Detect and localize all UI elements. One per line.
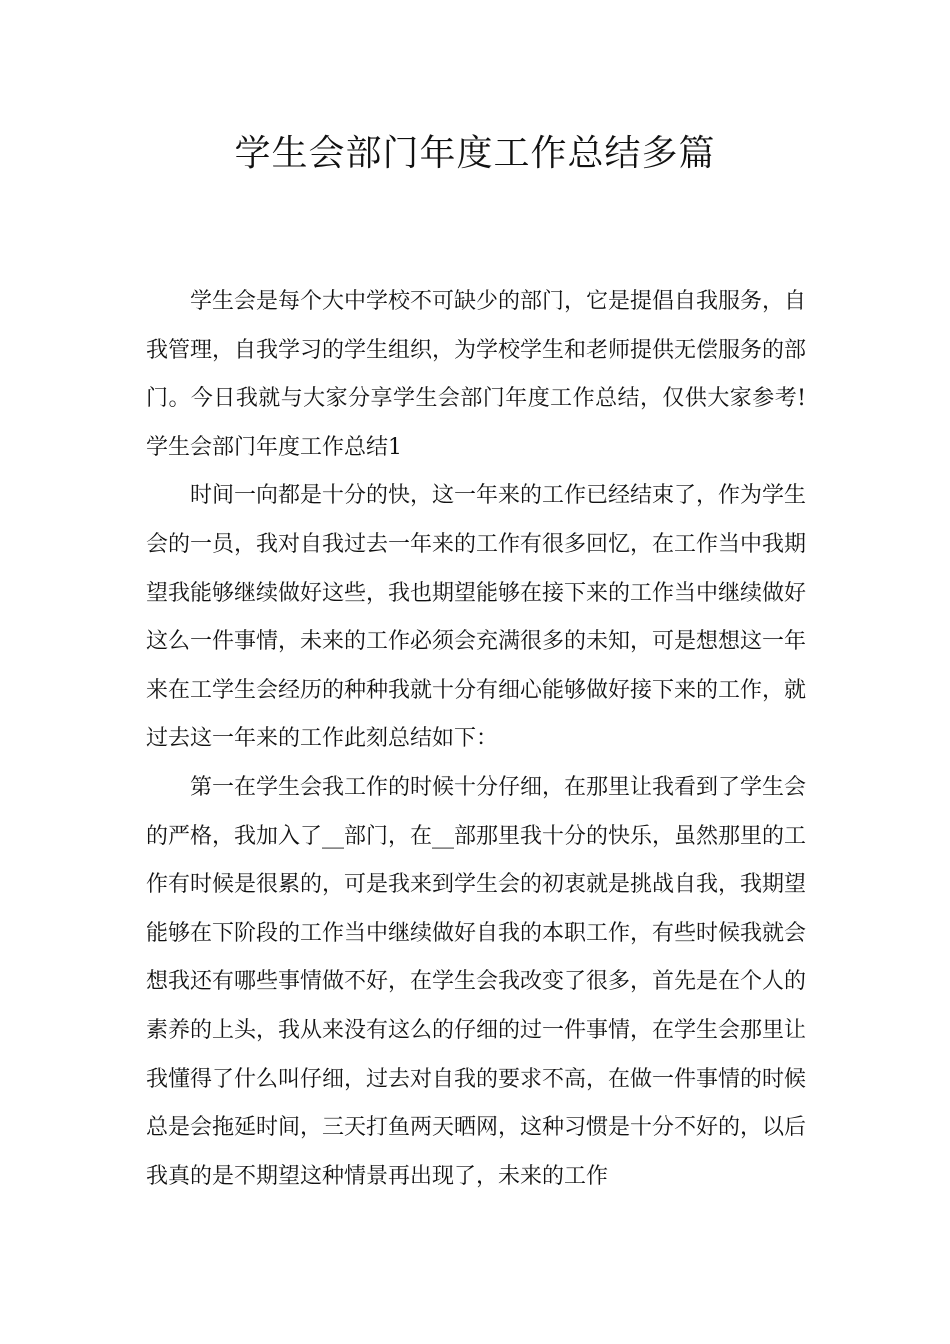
paragraph-intro: 学生会是每个大中学校不可缺少的部门，它是提倡自我服务，自我管理，自我学习的学生组织，为学校学生和老师提供无偿服务的部门。今日我就与大家分享学生会部门年度工作总结，仅供大家参考!学生会部门年度工作总结1	[146, 289, 807, 460]
paragraph-first-point: 第一在学生会我工作的时候十分仔细，在那里让我看到了学生会的严格，我加入了__部门，在__部那里我十分的快乐，虽然那里的工作有时候是很累的，可是我来到学生会的初衷就是挑战自我，我期望能够在下阶段的工作当中继续做好自我的本职工作，有些时候我就会想我还有哪些事情做不好，在学生会我改变了很多，首先是在个人的素养的上头，我从来没有这么的仔细的过一件事情，在学生会那里让我懂得了什么叫仔细，过去对自我的要求不高，在做一件事情的时候总是会拖延时间，三天打鱼两天晒网，这种习惯是十分不好的，以后我真的是不期望这种情景再出现了，未来的工作	[146, 774, 807, 1189]
paragraph-review: 时间一向都是十分的快，这一年来的工作已经结束了，作为学生会的一员，我对自我过去一年来的工作有很多回忆，在工作当中我期望我能够继续做好这些，我也期望能够在接下来的工作当中继续做好这么一件事情，未来的工作必须会充满很多的未知，可是想想这一年来在工学生会经历的种种我就十分有细心能够做好接下来的工作，就过去这一年来的工作此刻总结如下：	[146, 483, 807, 752]
page-title: 学生会部门年度工作总结多篇	[234, 133, 716, 174]
document-body	[146, 278, 806, 1201]
